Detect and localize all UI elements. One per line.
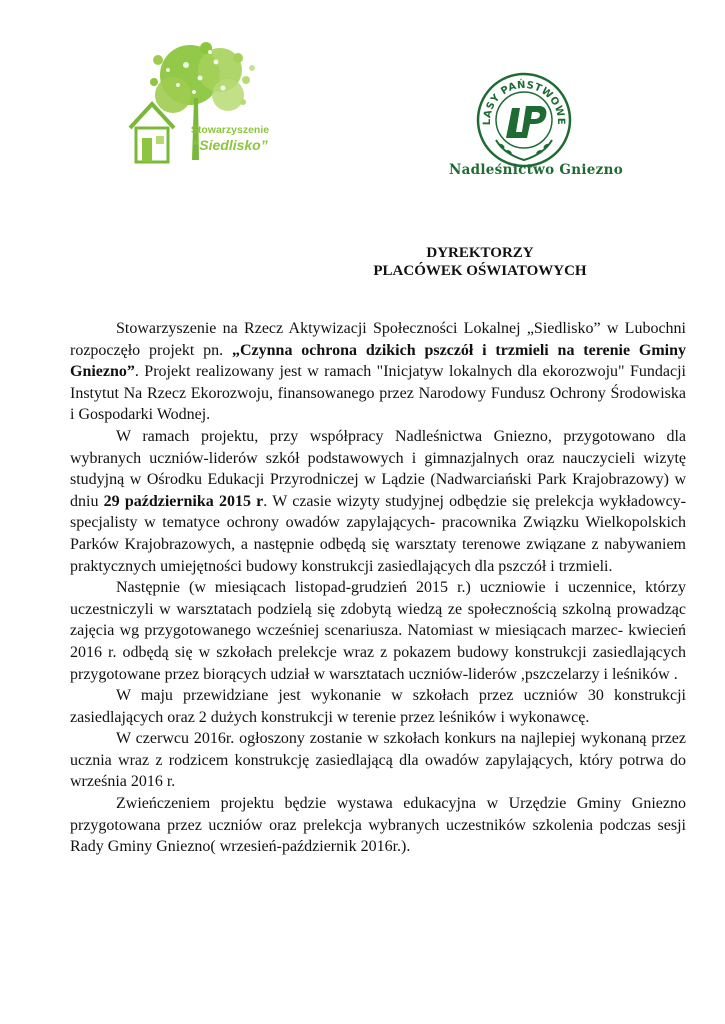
paragraph-3: Następnie (w miesiącach listopad-grudzień 2015 r.) uczniowie i uczennice, którzy uczestniczyli w warsztatach podzielą się zdobytą wiedzą ze społecznością szkolną prowadząc zajęcia wg przygotowanego wcześniej scenariusza. Natomiast w miesiącach marzec- kwiecień 2016 r. odbędą się w szkołach prelekcje wraz z pokazem budowy konstrukcji zasiedlających przygotowane przez biorących udział w warsztatach uczniów-liderów ,pszczelarzy i leśników .	[70, 579, 686, 683]
paragraph-1	[70, 318, 686, 426]
siedlisko-line2: “Siedlisko”	[192, 137, 268, 153]
p1-text-a: Stowarzyszenie na Rzecz Aktywizacji Społeczności Lokalnej „Siedlisko” w Lubochni rozpoczęło projekt pn.	[70, 320, 686, 359]
paragraph-4: W maju przewidziane jest wykonanie w szkołach przez uczniów 30 konstrukcji zasiedlających oraz 2 dużych konstrukcji w terenie przez leśników i wykonawcę.	[70, 687, 686, 726]
siedlisko-logo-text	[190, 124, 270, 153]
p2-text-c: . W czasie wizyty studyjnej odbędzie się prelekcja wykładowcy-specjalisty w tematyce ochrony owadów zapylających- pracownika Związku Wielkopolskich Parków Krajobrazowych, a następnie odbędą się warsztaty terenowe związane z nabywaniem praktycznych umiejętności budowy konstrukcji zasiedlających dla pszczół i trzmieli.	[70, 492, 686, 575]
p1-text-c: . Projekt realizowany jest w ramach "Inicjatyw lokalnych dla ekorozwoju" Fundacji Instytut Na Rzecz Ekorozwoju, finansowanego przez Narodowy Fundusz Ochrony Środowiska i Gospodarki Wodnej.	[70, 363, 686, 424]
paragraph-2	[70, 426, 686, 577]
p2-text-a: W ramach projektu, przy współpracy Nadleśnictwa Gniezno, przygotowano dla wybranych uczniów-liderów szkół podstawowych i gimnazjalnych oraz nauczycieli wizytę studyjną w Ośrodku Edukacji Przyrodniczej w Lądzie (Nadwarciański Park Krajobrazowy) w dniu	[70, 427, 686, 510]
lasy-ring-text: LASY PAŃSTWOWE	[481, 79, 567, 126]
lasy-emblem-icon	[474, 70, 574, 170]
paragraph-5: W czerwcu 2016r. ogłoszony zostanie w szkołach konkurs na najlepiej wykonaną przez ucznia wraz z rodzicem konstrukcję zasiedlającą dla owadów zapylających, który potrwa do września 2016 r.	[70, 730, 686, 791]
lasy-panstwowe-logo	[474, 70, 574, 170]
nadlesnictwo-label: Nadleśnictwo Gniezno	[448, 162, 624, 178]
siedlisko-line1: Stowarzyszenie	[190, 124, 270, 136]
project-title: „Czynna ochrona dzikich pszczół i trzmieli na terenie Gminy Gniezno”	[70, 341, 687, 381]
visit-date: 29 października 2015 r	[103, 492, 264, 510]
paragraph-6: Zwieńczeniem projektu będzie wystawa edukacyjna w Urzędzie Gminy Gniezno przygotowana przez uczniów oraz prelekcja wybranych uczestników szkolenia podczas sesji Rady Gminy Gniezno( wrzesień-październik 2016r.).	[70, 795, 686, 856]
heading-line2: PLACÓWEK OŚWIATOWYCH	[373, 263, 587, 279]
siedlisko-logo	[128, 40, 268, 175]
tree-house-icon	[128, 40, 268, 175]
letter-body	[70, 318, 686, 858]
heading-line1: DYREKTORZY	[426, 245, 534, 261]
